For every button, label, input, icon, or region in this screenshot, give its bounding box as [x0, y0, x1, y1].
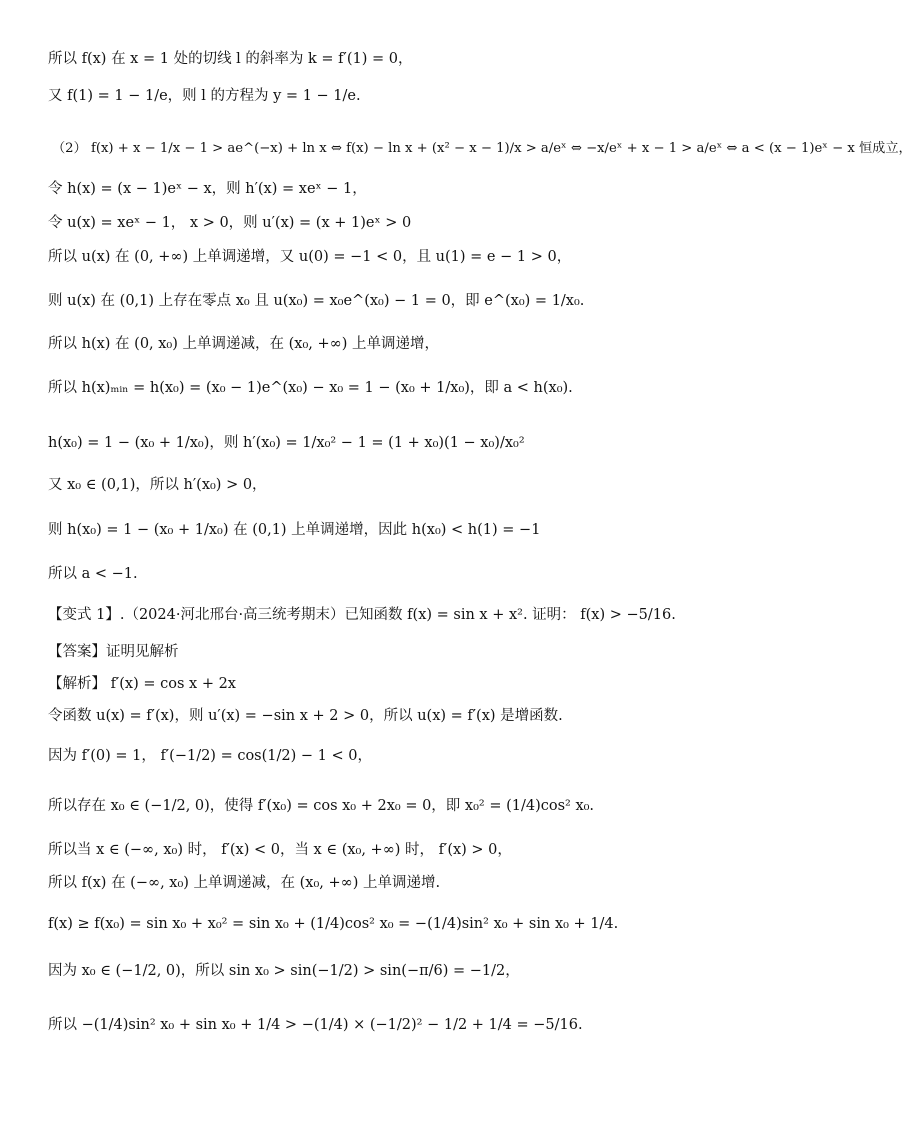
text-line-1: 所以 f(x) 在 x = 1 处的切线 l 的斜率为 k = f′(1) = 0， [48, 51, 413, 67]
text-line-23: 因为 x₀ ∈ (−1/2, 0)，所以 sin x₀ > sin(−1/2) > sin(−π/6) = −1/2， [48, 963, 520, 979]
text-line-6: 所以 u(x) 在 (0, +∞) 上单调递增，又 u(0) = −1 < 0，且 u(1) = e − 1 > 0， [48, 249, 572, 265]
text-line-4: 令 h(x) = (x − 1)eˣ − x，则 h′(x) = xeˣ − 1， [48, 181, 367, 197]
text-line-17: 令函数 u(x) = f′(x)，则 u′(x) = −sin x + 2 > 0，所以 u(x) = f′(x) 是增函数. [48, 708, 563, 724]
analysis-line: 【解析】 f′(x) = cos x + 2x [48, 676, 236, 692]
text-line-2: 又 f(1) = 1 − 1/e，则 l 的方程为 y = 1 − 1/e. [48, 88, 361, 104]
text-line-3: （2） f(x) + x − 1/x − 1 > ae^(−x) + ln x ⇔ f(x) − ln x + (x² − x − 1)/x > a/eˣ ⇔ −x/eˣ + x − 1 > a/eˣ ⇔ a < (x − 1)eˣ − x 恒成立， [52, 141, 912, 156]
text-line-9: 所以 h(x)ₘᵢₙ = h(x₀) = (x₀ − 1)e^(x₀) − x₀ = 1 − (x₀ + 1/x₀)，即 a < h(x₀). [48, 380, 573, 396]
text-line-7: 则 u(x) 在 (0,1) 上存在零点 x₀ 且 u(x₀) = x₀e^(x₀) − 1 = 0，即 e^(x₀) = 1/x₀. [48, 293, 585, 309]
answer-line: 【答案】证明见解析 [48, 644, 179, 660]
text-line-11: 又 x₀ ∈ (0,1)，所以 h′(x₀) > 0， [48, 477, 267, 493]
text-line-24: 所以 −(1/4)sin² x₀ + sin x₀ + 1/4 > −(1/4) × (−1/2)² − 1/2 + 1/4 = −5/16. [48, 1017, 583, 1033]
text-line-8: 所以 h(x) 在 (0, x₀) 上单调递减，在 (x₀, +∞) 上单调递增， [48, 336, 439, 352]
exercise-heading: 【变式 1】.（2024·河北邢台·高三统考期末）已知函数 f(x) = sin x + x². 证明： f(x) > −5/16. [48, 607, 676, 623]
text-line-13: 所以 a < −1. [48, 566, 138, 582]
text-line-20: 所以当 x ∈ (−∞, x₀) 时， f′(x) < 0，当 x ∈ (x₀, +∞) 时， f′(x) > 0， [48, 842, 512, 858]
text-line-10: h(x₀) = 1 − (x₀ + 1/x₀)，则 h′(x₀) = 1/x₀² − 1 = (1 + x₀)(1 − x₀)/x₀² [48, 435, 525, 451]
text-line-18: 因为 f′(0) = 1， f′(−1/2) = cos(1/2) − 1 < 0， [48, 748, 372, 764]
text-line-19: 所以存在 x₀ ∈ (−1/2, 0)，使得 f′(x₀) = cos x₀ + 2x₀ = 0，即 x₀² = (1/4)cos² x₀. [48, 798, 595, 814]
text-line-21: 所以 f(x) 在 (−∞, x₀) 上单调递减，在 (x₀, +∞) 上单调递增. [48, 875, 441, 891]
text-line-22: f(x) ≥ f(x₀) = sin x₀ + x₀² = sin x₀ + (1/4)cos² x₀ = −(1/4)sin² x₀ + sin x₀ + 1/4. [48, 916, 619, 932]
text-line-12: 则 h(x₀) = 1 − (x₀ + 1/x₀) 在 (0,1) 上单调递增，因此 h(x₀) < h(1) = −1 [48, 522, 541, 538]
text-line-5: 令 u(x) = xeˣ − 1， x > 0，则 u′(x) = (x + 1)eˣ > 0 [48, 215, 412, 231]
